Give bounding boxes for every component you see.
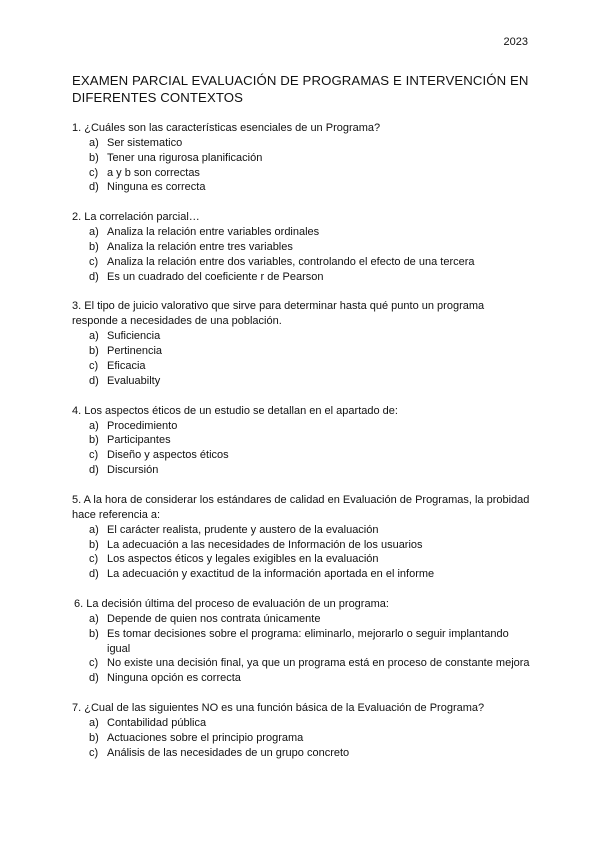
option-text: Ser sistematico (107, 137, 183, 149)
option-text: Analiza la relación entre variables ordinales (107, 226, 320, 239)
option-letter: c) (89, 166, 99, 179)
option-d (72, 180, 532, 195)
option-a (72, 136, 532, 151)
option-c (72, 552, 532, 567)
option-letter: c) (89, 449, 99, 462)
option-text: Análisis de las necesidades de un grupo concreto (107, 746, 350, 759)
option-text: La adecuación y exactitud de la información aportada en el informe (107, 568, 435, 581)
option-letter: a) (89, 419, 99, 432)
question-text: 6. La decisión última del proceso de evaluación de un programa: (74, 597, 389, 610)
option-list (72, 329, 532, 388)
option-letter: a) (89, 612, 99, 625)
option-a (72, 716, 532, 731)
option-letter: d) (89, 568, 99, 581)
option-letter: b) (89, 731, 99, 744)
option-text: a y b son correctas (107, 166, 200, 179)
option-text: Pertinencia (107, 345, 163, 358)
option-letter: b) (89, 538, 99, 551)
option-letter: d) (89, 463, 99, 476)
question-text: 5. A la hora de considerar los estándares de calidad en Evaluación de Programas, la probidad hace referencia a: (72, 493, 530, 521)
option-text: Eficacia (107, 359, 146, 372)
option-letter: b) (89, 345, 99, 358)
option-c (72, 448, 532, 463)
option-letter: c) (89, 553, 99, 566)
option-c (72, 656, 532, 671)
option-text: No existe una decisión final, ya que un programa está en proceso de constante mejora (107, 657, 530, 670)
question-text: 4. Los aspectos éticos de un estudio se detallan en el apartado de: (72, 404, 398, 417)
question-1 (72, 121, 532, 195)
question-7 (72, 701, 532, 760)
option-c (72, 359, 532, 374)
option-b (72, 344, 532, 359)
option-letter: b) (89, 240, 99, 253)
option-list (72, 419, 532, 478)
question-3 (72, 299, 532, 388)
option-b (72, 240, 532, 255)
option-b (72, 151, 532, 166)
option-c (72, 255, 532, 270)
option-letter: b) (89, 627, 99, 640)
option-text: La adecuación a las necesidades de Información de los usuarios (107, 538, 423, 551)
option-c (72, 166, 532, 181)
option-b (72, 433, 532, 448)
option-b (72, 731, 532, 746)
option-letter: c) (89, 255, 99, 268)
option-list (72, 523, 532, 582)
option-d (72, 671, 532, 686)
option-letter: d) (89, 270, 99, 283)
option-text: Suficiencia (107, 330, 161, 343)
option-b (72, 538, 532, 553)
option-text: Diseño y aspectos éticos (107, 449, 229, 462)
option-text: Es tomar decisiones sobre el programa: eliminarlo, mejorarlo o seguir implantando igual (107, 627, 509, 655)
option-letter: c) (89, 657, 99, 670)
option-d (72, 374, 532, 389)
option-text: Participantes (107, 434, 171, 447)
option-letter: d) (89, 181, 99, 194)
question-2 (72, 210, 532, 284)
option-text: Tener una rigurosa planificación (107, 151, 263, 164)
option-letter: c) (89, 746, 99, 759)
option-text: Ninguna es correcta (107, 181, 206, 194)
year-label: 2023 (503, 36, 528, 48)
option-text: Ninguna opción es correcta (107, 672, 241, 685)
option-letter: b) (89, 151, 99, 164)
option-d (72, 270, 532, 285)
option-list (72, 136, 532, 195)
option-text: Es un cuadrado del coeficiente r de Pearson (107, 270, 324, 283)
option-letter: a) (89, 523, 99, 536)
question-text: 1. ¿Cuáles son las características esenciales de un Programa? (72, 122, 381, 134)
option-text: Analiza la relación entre tres variables (107, 240, 293, 253)
option-text: Discursión (107, 463, 159, 476)
option-a (72, 612, 532, 627)
option-d (72, 463, 532, 478)
option-a (72, 329, 532, 344)
option-text: Depende de quien nos contrata únicamente (107, 612, 321, 625)
option-text: Evaluabilty (107, 374, 161, 387)
option-a (72, 523, 532, 538)
option-text: Contabilidad pública (107, 716, 207, 729)
option-letter: b) (89, 434, 99, 447)
option-letter: d) (89, 374, 99, 387)
question-text: 7. ¿Cual de las siguientes NO es una función básica de la Evaluación de Programa? (72, 701, 485, 714)
option-c (72, 746, 532, 761)
question-text: 2. La correlación parcial… (72, 211, 200, 224)
option-letter: a) (89, 716, 99, 729)
option-a (72, 419, 532, 434)
option-letter: a) (89, 330, 99, 343)
question-4 (72, 404, 532, 478)
option-list (72, 225, 532, 284)
question-text: 3. El tipo de juicio valorativo que sirve para determinar hasta qué punto un programa responde a necesidades de una población. (72, 300, 485, 328)
option-text: El carácter realista, prudente y austero de la evaluación (107, 523, 379, 536)
option-text: Analiza la relación entre dos variables, controlando el efecto de una tercera (107, 255, 475, 268)
option-letter: a) (89, 137, 99, 149)
option-letter: a) (89, 226, 99, 239)
option-a (72, 225, 532, 240)
exam-title: EXAMEN PARCIAL EVALUACIÓN DE PROGRAMAS E INTERVENCIÓN EN DIFERENTES CONTEXTOS (72, 73, 529, 105)
question-6 (72, 597, 532, 686)
option-letter: c) (89, 359, 99, 372)
option-letter: d) (89, 672, 99, 685)
question-5 (72, 493, 532, 582)
option-list (72, 716, 532, 760)
question-list (72, 121, 532, 775)
option-text: Procedimiento (107, 419, 178, 432)
option-b (72, 627, 532, 657)
option-text: Actuaciones sobre el principio programa (107, 731, 304, 744)
option-list (72, 612, 532, 686)
option-text: Los aspectos éticos y legales exigibles en la evaluación (107, 553, 379, 566)
option-d (72, 567, 532, 582)
